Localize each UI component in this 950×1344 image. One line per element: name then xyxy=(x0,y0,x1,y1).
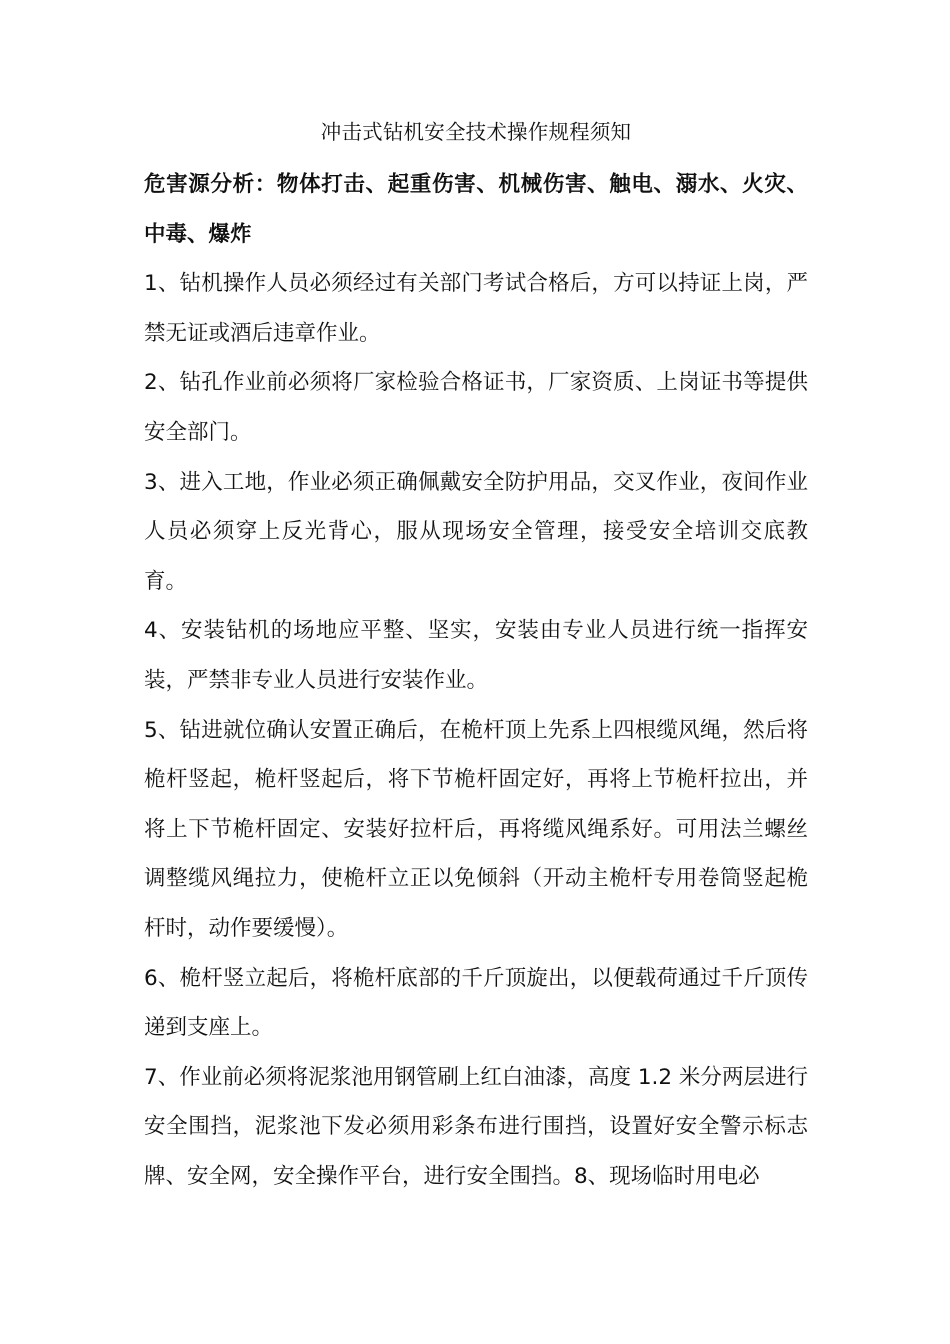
document-title: 冲击式钻机安全技术操作规程须知 xyxy=(320,120,632,144)
rule-item-5: 5、钻进就位确认安置正确后，在桅杆顶上先系上四根缆风绳，然后将桅杆竖起，桅杆竖起后，将下节桅杆固定好，再将上节桅杆拉出，并将上下节桅杆固定、安装好拉杆后，再将缆风绳系好。可用法兰螺丝调整缆风绳拉力，使桅杆立正以免倾斜（开动主桅杆专用卷筒竖起桅杆时，动作要缓慢）。 xyxy=(144,717,808,941)
rule-item-1: 1、钻机操作人员必须经过有关部门考试合格后，方可以持证上岗，严禁无证或酒后违章作业。 xyxy=(144,271,808,346)
document-body xyxy=(144,112,808,1201)
hazard-analysis: 危害源分析：物体打击、起重伤害、机械伤害、触电、溺水、火灾、中毒、爆炸 xyxy=(144,172,808,247)
rule-item-3: 3、进入工地，作业必须正确佩戴安全防护用品，交叉作业，夜间作业人员必须穿上反光背心，服从现场安全管理，接受安全培训交底教育。 xyxy=(144,469,808,594)
rule-item-6: 6、桅杆竖立起后，将桅杆底部的千斤顶旋出，以便载荷通过千斤顶传递到支座上。 xyxy=(144,965,808,1041)
rule-item-2: 2、钻孔作业前必须将厂家检验合格证书，厂家资质、上岗证书等提供安全部门。 xyxy=(144,370,808,445)
rule-item-7: 7、作业前必须将泥浆池用钢管刷上红白油漆，高度 1.2 米分两层进行安全围挡，泥浆池下发必须用彩条布进行围挡，设置好安全警示标志牌、安全网，安全操作平台，进行安全围挡。8、现场临时用电必 xyxy=(144,1064,808,1189)
rule-item-4: 4、安装钻机的场地应平整、坚实，安装由专业人员进行统一指挥安装，严禁非专业人员进行安装作业。 xyxy=(144,618,808,693)
